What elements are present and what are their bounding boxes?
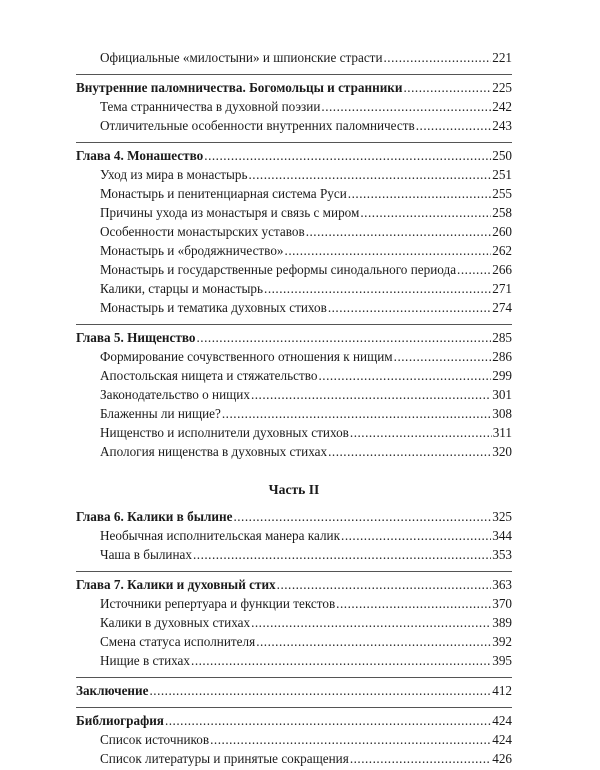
dot-leader xyxy=(348,186,491,202)
entry-title: Официальные «милостыни» и шпионские страсти xyxy=(100,50,383,65)
section-divider xyxy=(76,324,512,325)
dot-leader xyxy=(210,732,491,748)
entry-title: Список литературы и принятые сокращения xyxy=(100,751,349,766)
section-divider xyxy=(76,571,512,572)
dot-leader xyxy=(149,683,491,699)
entry-title: Монастырь и государственные реформы синодального периода xyxy=(100,262,457,277)
subsection-entry[interactable] xyxy=(76,634,512,653)
dot-leader xyxy=(204,148,491,164)
dot-leader xyxy=(360,205,491,221)
dot-leader xyxy=(233,509,491,525)
dot-leader xyxy=(191,653,491,669)
page-number: 225 xyxy=(492,80,512,95)
entry-title: Нищенство и исполнители духовных стихов xyxy=(100,425,349,440)
subsection-entry[interactable] xyxy=(76,547,512,566)
page-number: 301 xyxy=(492,387,512,402)
page-number: 353 xyxy=(492,547,512,562)
section-divider xyxy=(76,677,512,678)
dot-leader xyxy=(249,167,492,183)
subsection-entry[interactable] xyxy=(76,262,512,281)
dot-leader xyxy=(193,547,491,563)
entry-title: Заключение xyxy=(76,683,149,698)
chapter-entry[interactable] xyxy=(76,713,512,732)
page-number: 344 xyxy=(492,528,512,543)
page-number: 426 xyxy=(492,751,512,766)
entry-title: Отличительные особенности внутренних паломничеств xyxy=(100,118,415,133)
page-number: 286 xyxy=(492,349,512,364)
page-number: 370 xyxy=(492,596,512,611)
chapter-entry[interactable] xyxy=(76,577,512,596)
dot-leader xyxy=(336,596,491,612)
page-number: 395 xyxy=(492,653,512,668)
subsection-entry[interactable] xyxy=(76,186,512,205)
dot-leader xyxy=(328,444,491,460)
page-number: 221 xyxy=(492,50,512,65)
dot-leader xyxy=(341,528,491,544)
subsection-entry[interactable] xyxy=(76,615,512,634)
chapter-entry[interactable] xyxy=(76,80,512,99)
entry-title: Апология нищенства в духовных стихах xyxy=(100,444,328,459)
dot-leader xyxy=(384,50,492,66)
subsection-entry[interactable] xyxy=(76,444,512,463)
entry-title: Формирование сочувственного отношения к нищим xyxy=(100,349,393,364)
chapter-entry[interactable] xyxy=(76,330,512,349)
dot-leader xyxy=(350,751,491,767)
subsection-entry[interactable] xyxy=(76,425,512,444)
entry-title: Глава 6. Калики в былине xyxy=(76,509,233,524)
subsection-entry[interactable] xyxy=(76,281,512,300)
dot-leader xyxy=(328,300,491,316)
section-divider xyxy=(76,707,512,708)
page-number: 363 xyxy=(492,577,512,592)
page-number: 243 xyxy=(492,118,512,133)
subsection-entry[interactable] xyxy=(76,118,512,137)
entry-title: Нищие в стихах xyxy=(100,653,191,668)
dot-leader xyxy=(197,330,492,346)
subsection-entry[interactable] xyxy=(76,349,512,368)
dot-leader xyxy=(416,118,492,134)
dot-leader xyxy=(256,634,491,650)
chapter-entry[interactable] xyxy=(76,683,512,702)
page-number: 242 xyxy=(492,99,512,114)
subsection-entry[interactable] xyxy=(76,243,512,262)
entry-title: Глава 5. Нищенство xyxy=(76,330,196,345)
page-number: 255 xyxy=(492,186,512,201)
page-number: 392 xyxy=(492,634,512,649)
page-number: 258 xyxy=(492,205,512,220)
entry-title: Список источников xyxy=(100,732,210,747)
entry-title: Апостольская нищета и стяжательство xyxy=(100,368,318,383)
page-number: 412 xyxy=(492,683,512,698)
entry-title: Блаженны ли нищие? xyxy=(100,406,221,421)
dot-leader xyxy=(285,243,492,259)
dot-leader xyxy=(457,262,491,278)
entry-title: Чаша в былинах xyxy=(100,547,192,562)
subsection-entry[interactable] xyxy=(76,387,512,406)
page-number: 266 xyxy=(492,262,512,277)
page-number: 308 xyxy=(492,406,512,421)
subsection-entry[interactable] xyxy=(76,167,512,186)
page-number: 424 xyxy=(492,713,512,728)
subsection-entry[interactable] xyxy=(76,300,512,319)
page-number: 271 xyxy=(492,281,512,296)
page-number: 311 xyxy=(492,425,512,440)
toc-part-1 xyxy=(76,50,512,463)
page-number: 325 xyxy=(492,509,512,524)
subsection-entry[interactable] xyxy=(76,528,512,547)
table-of-contents xyxy=(76,50,512,770)
page-number: 299 xyxy=(492,368,512,383)
page-number: 424 xyxy=(492,732,512,747)
entry-title: Особенности монастырских уставов xyxy=(100,224,305,239)
entry-title: Тема странничества в духовной поэзии xyxy=(100,99,321,114)
entry-title: Монастырь и «бродяжничество» xyxy=(100,243,284,258)
dot-leader xyxy=(251,387,491,403)
subsection-entry[interactable] xyxy=(76,653,512,672)
dot-leader xyxy=(350,425,492,441)
subsection-entry[interactable] xyxy=(76,224,512,243)
subsection-entry[interactable] xyxy=(76,99,512,118)
page-number: 389 xyxy=(492,615,512,630)
chapter-entry[interactable] xyxy=(76,148,512,167)
subsection-entry[interactable] xyxy=(76,50,512,69)
page-number: 262 xyxy=(492,243,512,258)
subsection-entry[interactable] xyxy=(76,205,512,224)
dot-leader xyxy=(264,281,491,297)
section-divider xyxy=(76,74,512,75)
dot-leader xyxy=(277,577,492,593)
chapter-entry[interactable] xyxy=(76,509,512,528)
entry-title: Законодательство о нищих xyxy=(100,387,250,402)
entry-title: Калики, старцы и монастырь xyxy=(100,281,264,296)
page-number: 320 xyxy=(492,444,512,459)
entry-title: Глава 4. Монашество xyxy=(76,148,204,163)
page-number: 251 xyxy=(492,167,512,182)
entry-title: Монастырь и тематика духовных стихов xyxy=(100,300,327,315)
dot-leader xyxy=(404,80,492,96)
entry-title: Внутренние паломничества. Богомольцы и странники xyxy=(76,80,403,95)
subsection-entry[interactable] xyxy=(76,732,512,751)
entry-title: Причины ухода из монастыря и связь с миром xyxy=(100,205,360,220)
dot-leader xyxy=(222,406,491,422)
page-number: 285 xyxy=(492,330,512,345)
dot-leader xyxy=(318,368,491,384)
entry-title: Библиография xyxy=(76,713,164,728)
entry-title: Монастырь и пенитенциарная система Руси xyxy=(100,186,347,201)
entry-title: Уход из мира в монастырь xyxy=(100,167,248,182)
subsection-entry[interactable] xyxy=(76,596,512,615)
subsection-entry[interactable] xyxy=(76,406,512,425)
dot-leader xyxy=(394,349,492,365)
subsection-entry[interactable] xyxy=(76,368,512,387)
entry-title: Глава 7. Калики и духовный стих xyxy=(76,577,276,592)
subsection-entry[interactable] xyxy=(76,751,512,770)
toc-part-2 xyxy=(76,509,512,770)
dot-leader xyxy=(165,713,491,729)
entry-title: Калики в духовных стихах xyxy=(100,615,251,630)
page-number: 260 xyxy=(492,224,512,239)
part-title: Часть II xyxy=(268,482,320,497)
page-number: 250 xyxy=(492,148,512,163)
dot-leader xyxy=(251,615,491,631)
dot-leader xyxy=(321,99,491,115)
dot-leader xyxy=(306,224,492,240)
entry-title: Смена статуса исполнителя xyxy=(100,634,256,649)
entry-title: Необычная исполнительская манера калик xyxy=(100,528,341,543)
entry-title: Источники репертуара и функции текстов xyxy=(100,596,336,611)
page-number: 274 xyxy=(492,300,512,315)
section-divider xyxy=(76,142,512,143)
